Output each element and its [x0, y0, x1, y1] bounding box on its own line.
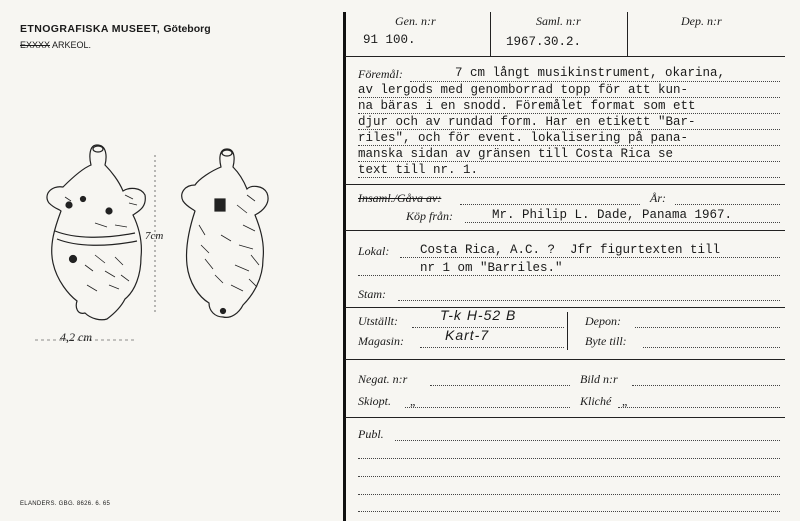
- skiopt-label: Skiopt.: [358, 394, 391, 408]
- utstallt-label: Utställt:: [358, 314, 399, 328]
- dep-number-label: Dep. n:r: [681, 14, 722, 28]
- foremal-label: Föremål:: [358, 67, 403, 81]
- dotted-rule: [358, 494, 780, 495]
- rule-foremal: [345, 184, 785, 185]
- year-label: År:: [650, 191, 666, 205]
- byte-label: Byte till:: [585, 334, 627, 348]
- dotted-rule: [358, 145, 780, 146]
- foremal-line-7: text till nr. 1.: [358, 163, 479, 177]
- cliche-label: Kliché: [580, 394, 612, 408]
- dotted-rule: [405, 407, 570, 408]
- stam-label: Stam:: [358, 287, 386, 301]
- gen-number-label: Gen. n:r: [395, 14, 436, 28]
- top-divider-1: [490, 12, 491, 56]
- dotted-rule: [632, 385, 780, 386]
- dotted-rule: [398, 300, 780, 301]
- museum-header: [20, 23, 211, 35]
- height-annotation: 7cm: [145, 230, 164, 242]
- rule-acq: [345, 230, 785, 231]
- dotted-rule: [395, 440, 780, 441]
- dotted-rule: [430, 385, 570, 386]
- gen-number-value: 91 100.: [363, 33, 416, 47]
- dotted-rule: [358, 97, 780, 98]
- kop-value: Mr. Philip L. Dade, Panama 1967.: [492, 208, 733, 222]
- dotted-rule: [410, 81, 780, 82]
- foremal-line-4: djur och av rundad form. Har en etikett "Bar-: [358, 115, 696, 129]
- foremal-line-1: 7 cm långt musikinstrument, okarina,: [455, 66, 726, 80]
- lokal-label: Lokal:: [358, 244, 390, 258]
- dotted-rule: [460, 204, 640, 205]
- rule-media: [345, 417, 785, 418]
- top-divider-2: [627, 12, 628, 56]
- dotted-rule: [358, 476, 780, 477]
- cliche-value: „: [622, 394, 628, 408]
- dotted-rule: [635, 327, 780, 328]
- bild-label: Bild n:r: [580, 372, 618, 386]
- dotted-rule: [643, 347, 780, 348]
- rule-top: [345, 56, 785, 57]
- stored-divider: [567, 312, 568, 350]
- foremal-line-3: na bäras i en snodd. Föremålet format som ett: [358, 99, 696, 113]
- magasin-label: Magasin:: [358, 334, 404, 348]
- dotted-rule: [358, 458, 780, 459]
- insaml-label: Insaml./Gåva av:: [358, 191, 442, 205]
- dotted-rule: [358, 275, 780, 276]
- dotted-rule: [420, 347, 564, 348]
- publ-label: Publ.: [358, 427, 384, 441]
- width-annotation: 4,2 cm: [60, 330, 92, 344]
- foremal-line-5: riles", och för event. lokalisering på pana-: [358, 131, 689, 145]
- dotted-rule: [358, 113, 780, 114]
- rule-stored: [345, 359, 785, 360]
- printer-imprint: ELANDERS. GBG. 8626. 6. 65: [20, 501, 111, 507]
- museum-city: Göteborg: [163, 23, 211, 35]
- dotted-rule: [400, 257, 780, 258]
- saml-number-label: Saml. n:r: [536, 14, 581, 28]
- card-divider: [343, 12, 346, 521]
- rule-lokal: [345, 307, 785, 308]
- magasin-value: Kart-7: [445, 327, 490, 343]
- negat-label: Negat. n:r: [358, 372, 408, 386]
- dotted-rule: [675, 204, 780, 205]
- foremal-line-2: av lergods med genomborrad topp för att kun-: [358, 83, 689, 97]
- skiopt-value: „: [410, 394, 416, 408]
- department-struck: EXXXX: [20, 40, 51, 50]
- dotted-rule: [358, 129, 780, 130]
- foremal-line-6: manska sidan av gränsen till Costa Rica se: [358, 147, 674, 161]
- utstallt-value: T-k H-52 B: [440, 307, 517, 323]
- dotted-rule: [358, 177, 780, 178]
- department-line: [20, 40, 91, 50]
- depon-label: Depon:: [585, 314, 621, 328]
- department-name: ARKEOL.: [52, 40, 92, 50]
- saml-number-value: 1967.30.2.: [506, 35, 582, 49]
- museum-name: ETNOGRAFISKA MUSEET,: [20, 23, 161, 35]
- ocarina-drawing: [25, 135, 325, 360]
- lokal-line-2: nr 1 om "Barriles.": [420, 261, 563, 275]
- dotted-rule: [618, 407, 780, 408]
- dotted-rule: [358, 511, 780, 512]
- dotted-rule: [358, 161, 780, 162]
- dotted-rule: [465, 222, 780, 223]
- kop-label: Köp från:: [406, 209, 454, 223]
- lokal-line-1: Costa Rica, A.C. ? Jfr figurtexten till: [420, 243, 721, 257]
